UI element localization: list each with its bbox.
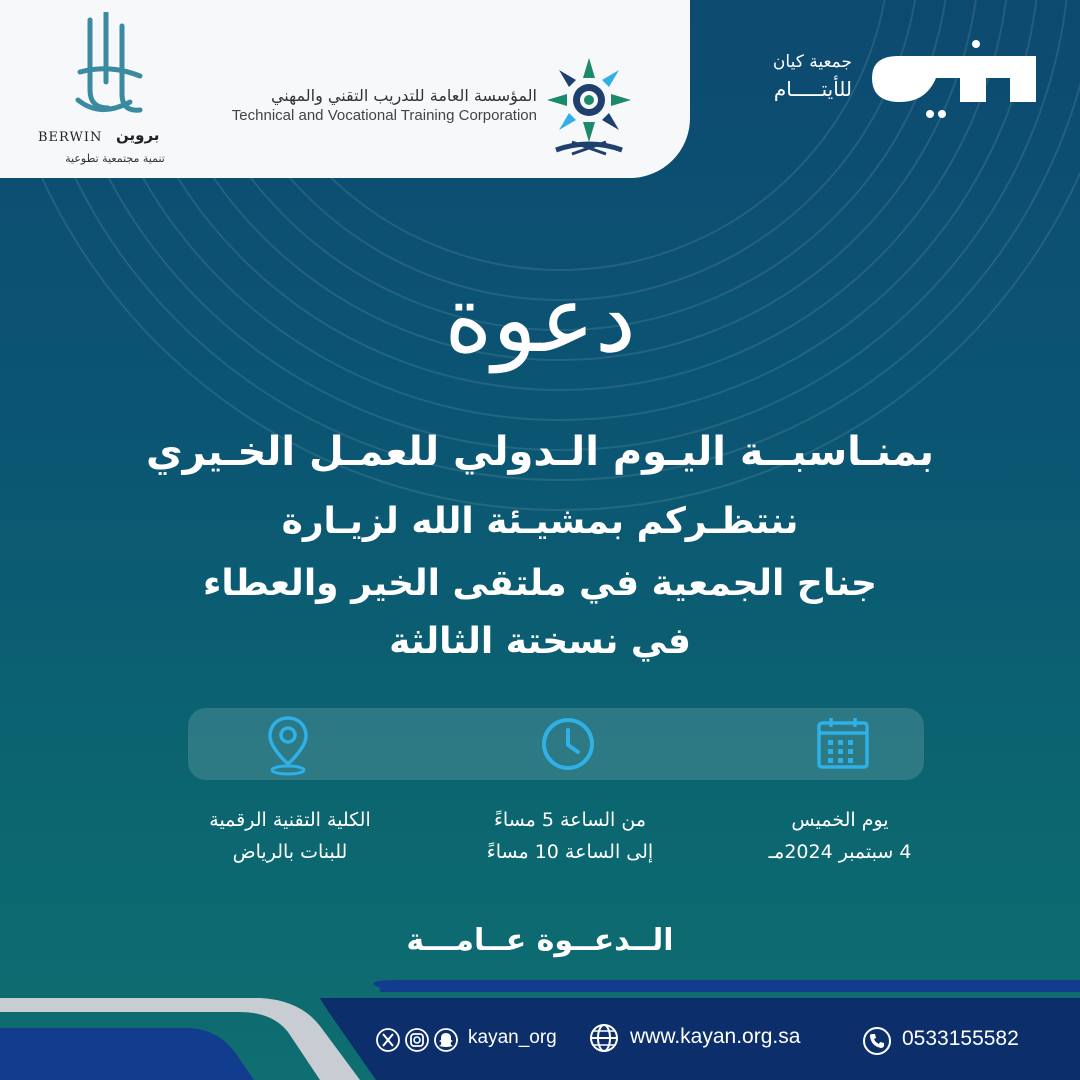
public-invitation: الــدعــوة عــامـــة [406, 923, 674, 958]
website-link[interactable]: www.kayan.org.sa [630, 1025, 801, 1048]
berwin-name-ar: بروين [116, 126, 160, 144]
berwin-tagline: تنمية مجتمعية تطوعية [65, 152, 165, 165]
date-full: 4 سبتمبر 2024مـ [768, 841, 912, 863]
instagram-icon[interactable] [405, 1028, 429, 1052]
phone-number[interactable]: 0533155582 [902, 1027, 1019, 1050]
kayan-line2: للأيتـــــام [773, 77, 852, 101]
time-start: من الساعة 5 مساءً [493, 809, 647, 831]
event-time [450, 804, 690, 868]
tvtc-name-en: Technical and Vocational Training Corporation [231, 107, 537, 124]
kayan-line1: جمعية كيان [772, 52, 852, 72]
calendar-icon [816, 716, 870, 770]
event-line: جناح الجمعية في ملتقى الخير والعطاء [203, 563, 877, 604]
event-date [740, 804, 940, 868]
location-line2: للبنات بالرياض [232, 841, 348, 863]
clock-icon [540, 716, 596, 772]
location-pin-icon [266, 714, 310, 776]
phone-icon[interactable] [862, 1026, 892, 1056]
berwin-logo [30, 12, 190, 165]
kayan-logo-icon [864, 38, 1044, 120]
social-handle[interactable]: kayan_org [468, 1027, 557, 1048]
logo-header [0, 0, 690, 178]
occasion-line: بمنـاسبــة اليـوم الـدولي للعمـل الخـيري [145, 429, 935, 475]
kayan-subtitle [712, 50, 852, 104]
invite-line: ننتظـركم بمشيـئة الله لزيـارة [281, 501, 799, 542]
tvtc-emblem-icon [542, 54, 636, 160]
x-icon[interactable] [376, 1028, 400, 1052]
tvtc-name-ar: المؤسسة العامة للتدريب التقني والمهني [270, 86, 537, 105]
snapchat-icon[interactable] [434, 1028, 458, 1052]
edition-line: في نسختة الثالثة [389, 621, 691, 662]
time-end: إلى الساعة 10 مساءً [486, 841, 654, 863]
event-location [170, 804, 410, 868]
berwin-name-en: BERWIN [38, 130, 103, 145]
invitation-title: دعوة [444, 266, 636, 373]
globe-icon[interactable] [588, 1022, 620, 1054]
tvtc-text [205, 86, 537, 126]
location-line1: الكلية التقنية الرقمية [209, 809, 371, 831]
berwin-calligraphy-mark [70, 12, 150, 124]
date-day: يوم الخميس [791, 809, 889, 831]
